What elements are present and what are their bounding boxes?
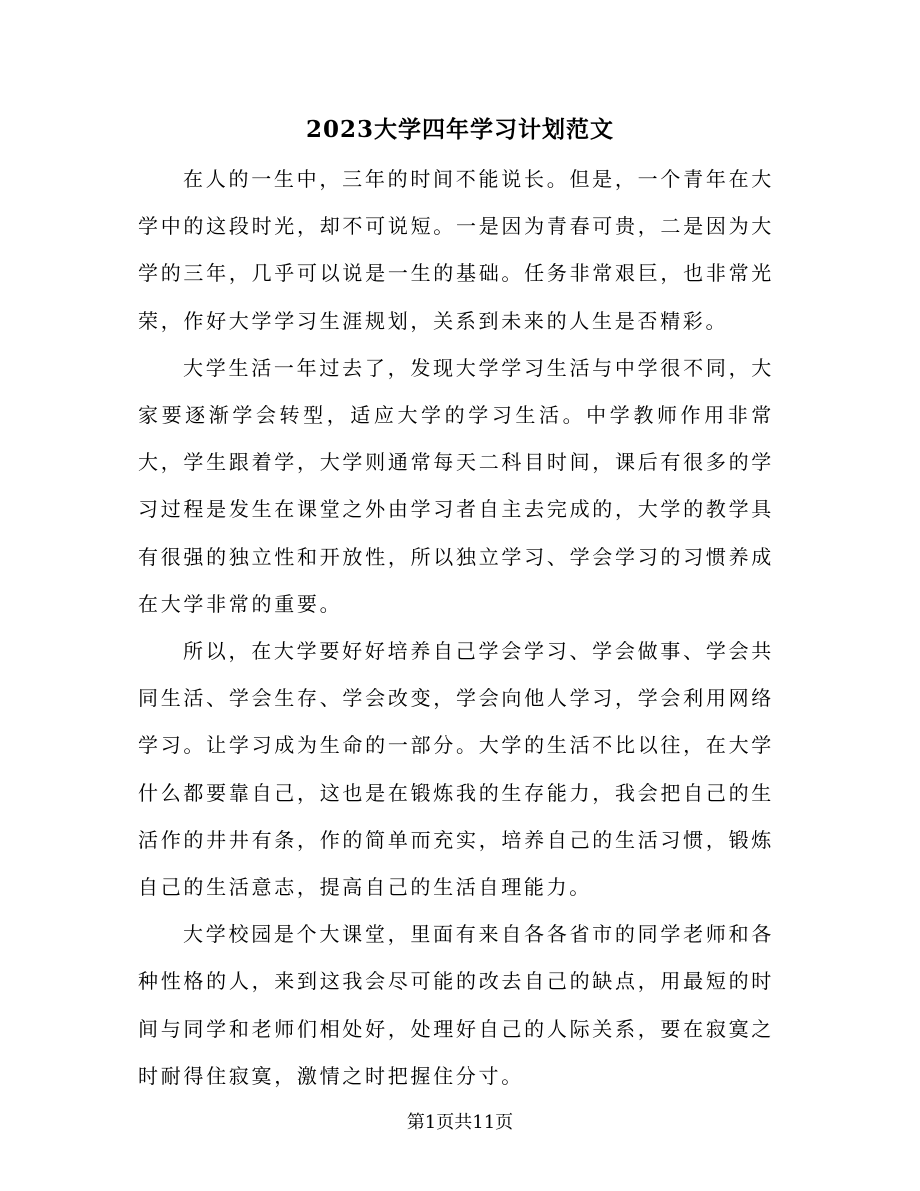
paragraph-1: 在人的一生中，三年的时间不能说长。但是，一个青年在大学中的这段时光，却不可说短。一是因为青春可贵，二是因为大学的三年，几乎可以说是一生的基础。任务非常艰巨，也非常光荣，作好大学学习生涯规划，关系到未来的人生是否精彩。 [138,167,774,333]
paragraph-3: 所以，在大学要好好培养自己学会学习、学会做事、学会共同生活、学会生存、学会改变，学会向他人学习，学会利用网络学习。让学习成为生命的一部分。大学的生活不比以往，在大学什么都要靠自己，这也是在锻炼我的生存能力，我会把自己的生活作的井井有条，作的简单而充实，培养自己的生活习惯，锻炼自己的生活意志，提高自己的生活自理能力。 [138,639,774,900]
paragraph-2: 大学生活一年过去了，发现大学学习生活与中学很不同，大家要逐渐学会转型，适应大学的学习生活。中学教师作用非常大，学生跟着学，大学则通常每天二科目时间，课后有很多的学习过程是发生在课堂之外由学习者自主去完成的，大学的教学具有很强的独立性和开放性，所以独立学习、学会学习的习惯养成在大学非常的重要。 [138,355,774,616]
page-number-footer: 第1页共11页 [406,1112,514,1133]
document-body [138,156,774,1100]
document-title: 2023大学四年学习计划范文 [305,116,614,143]
paragraph-4: 大学校园是个大课堂，里面有来自各各省市的同学老师和各种性格的人，来到这我会尽可能的改去自己的缺点，用最短的时间与同学和老师们相处好，处理好自己的人际关系，要在寂寞之时耐得住寂寞，激情之时把握住分寸。 [138,922,774,1088]
